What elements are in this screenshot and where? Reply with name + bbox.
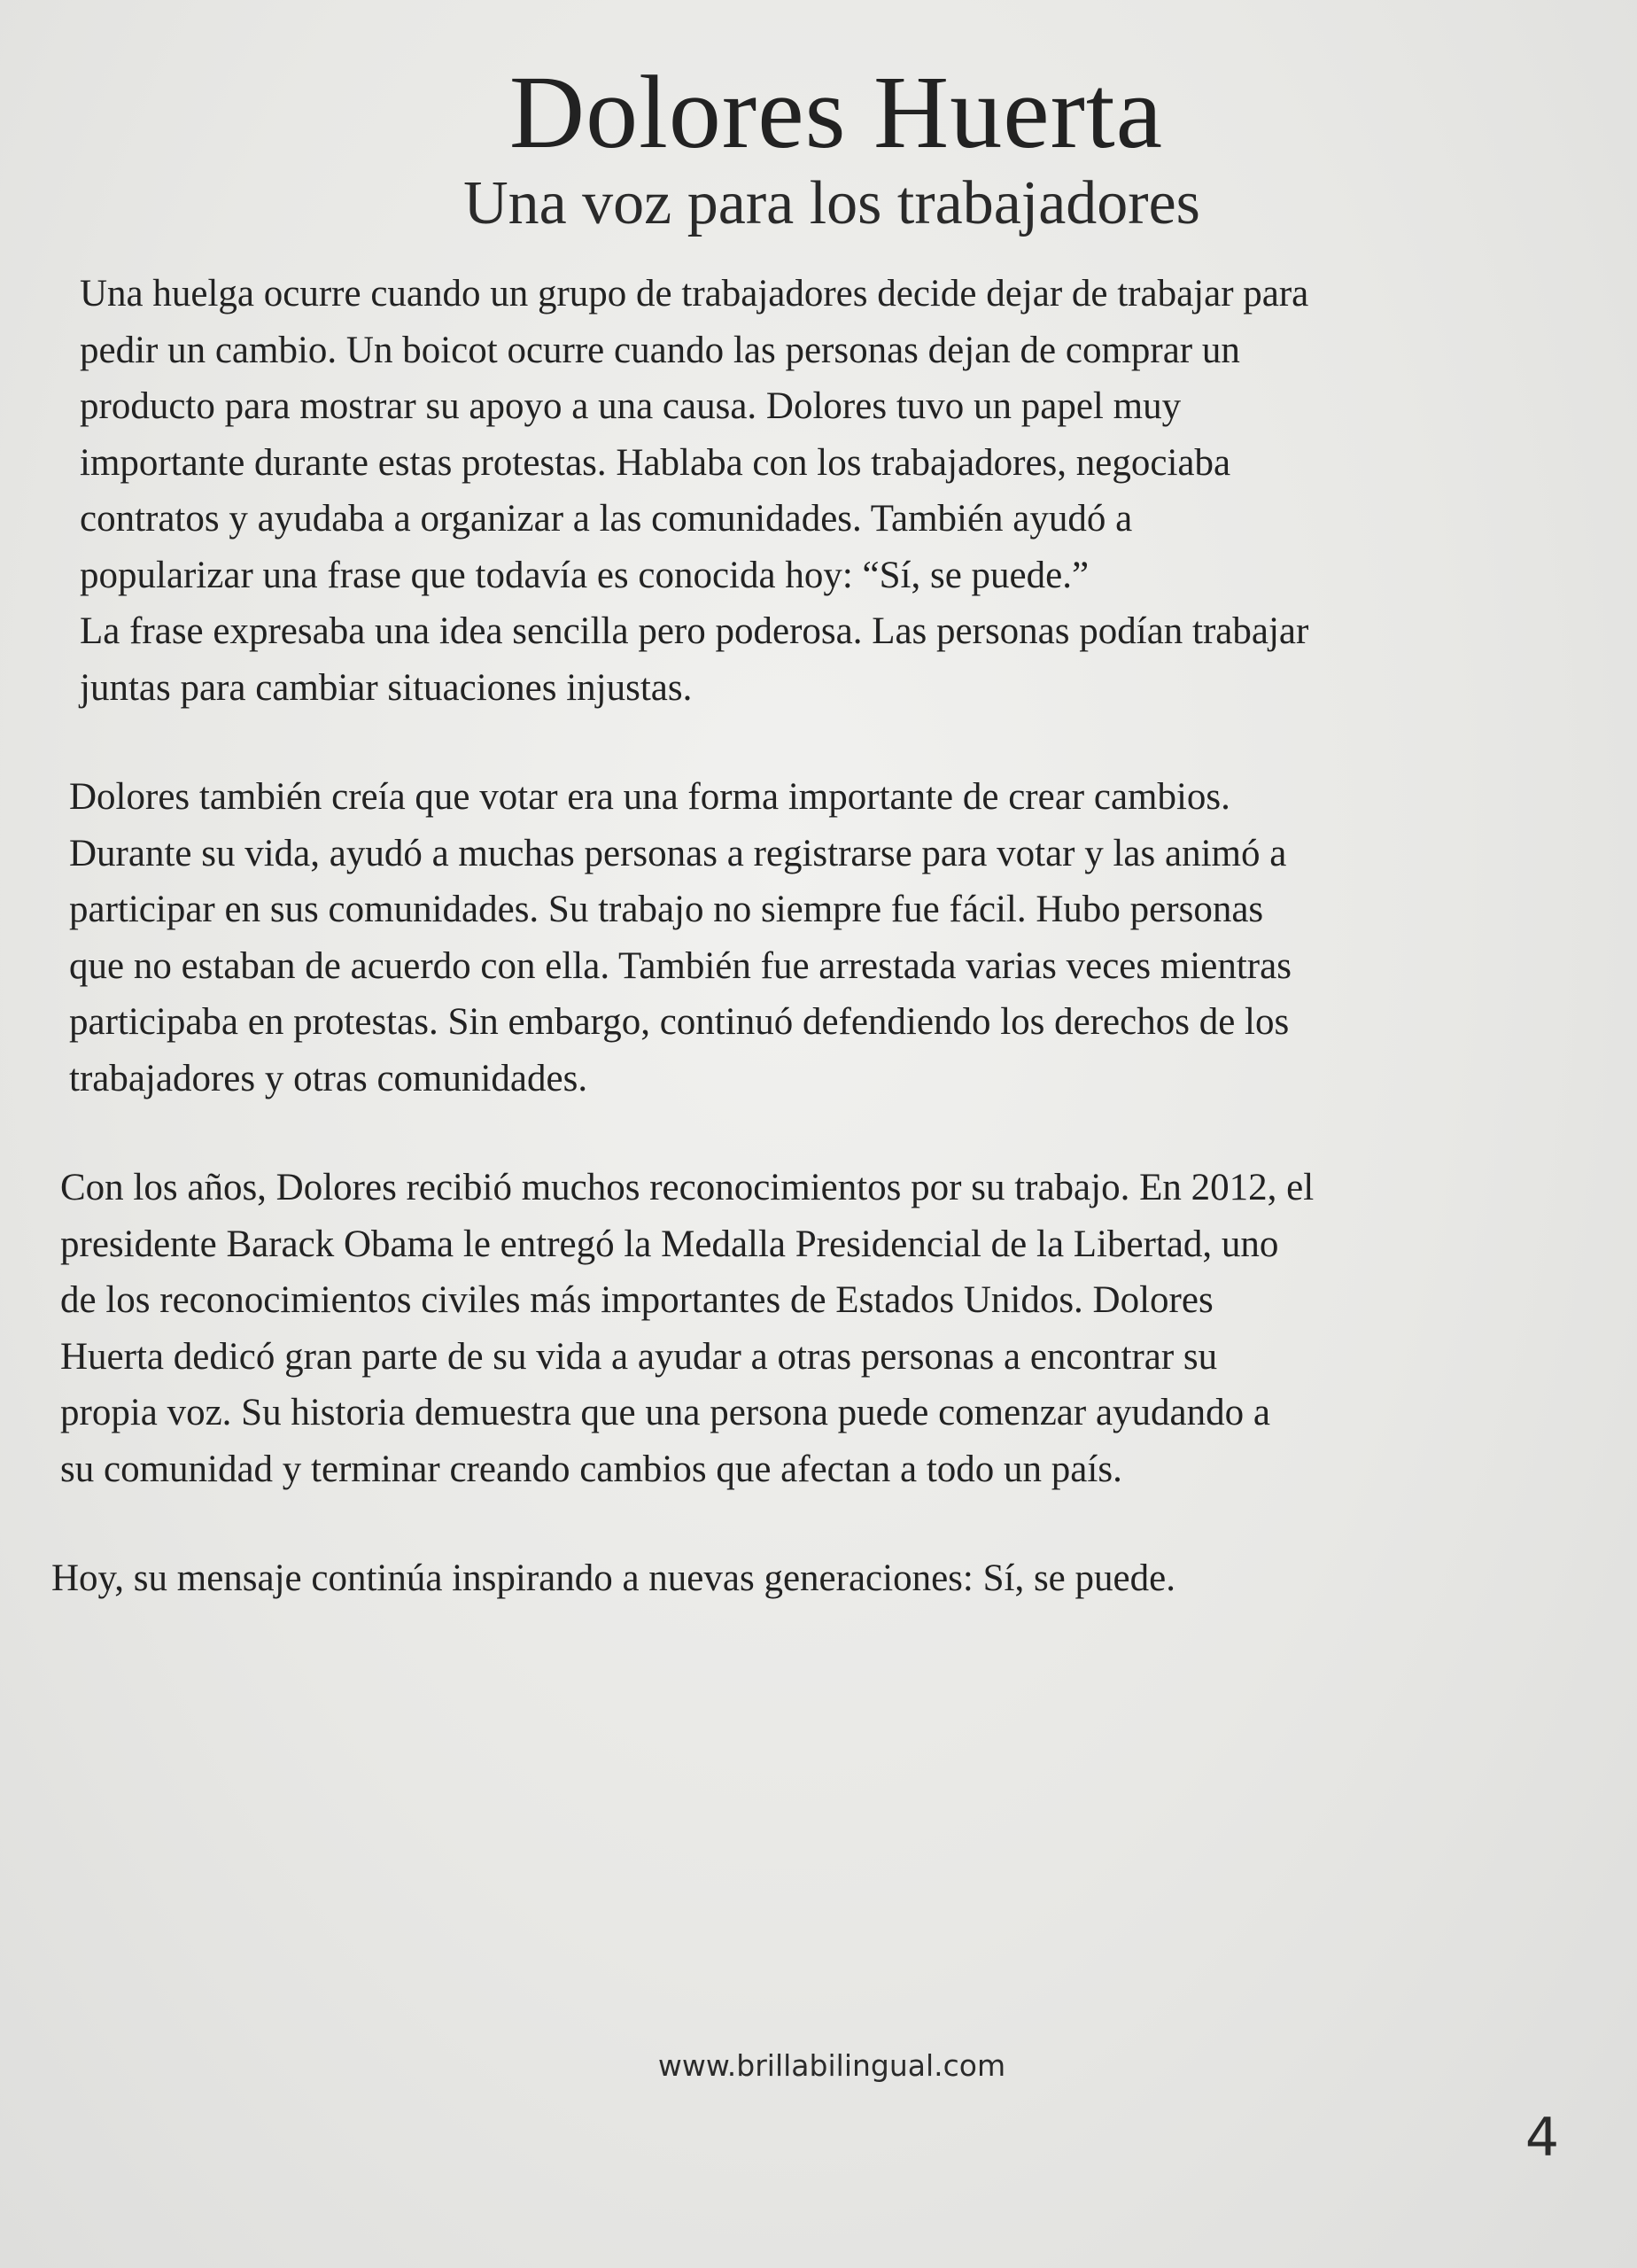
text-line: producto para mostrar su apoyo a una causa. Dolores tuvo un papel muy [80,385,1182,427]
text-line: juntas para cambiar situaciones injustas. [80,666,693,709]
text-line: importante durante estas protestas. Hablaba con los trabajadores, negociaba [80,441,1231,484]
text-line: trabajadores y otras comunidades. [69,1057,588,1099]
text-line: participaba en protestas. Sin embargo, continuó defendiendo los derechos de los [69,1001,1290,1043]
paragraph-closing [51,1550,1557,1607]
paragraph-voting [51,769,1557,1107]
paragraph-strikes-boycotts [51,266,1557,716]
text-line: propia voz. Su historia demuestra que una persona puede comenzar ayudando a [60,1392,1270,1433]
text-line: Una huelga ocurre cuando un grupo de trabajadores decide dejar de trabajar para [80,273,1309,315]
text-line: Con los años, Dolores recibió muchos reconocimientos por su trabajo. En 2012, el [60,1167,1315,1208]
text-line: presidente Barack Obama le entregó la Medalla Presidencial de la Libertad, uno [60,1223,1279,1265]
text-line: contratos y ayudaba a organizar a las comunidades. También ayudó a [80,498,1133,540]
text-line: La frase expresaba una idea sencilla pero poderosa. Las personas podían trabajar [80,610,1309,652]
text-line: Durante su vida, ayudó a muchas personas a registrarse para votar y las animó a [69,832,1287,874]
text-line: Dolores también creía que votar era una forma importante de crear cambios. [69,776,1230,818]
text-line: Huerta dedicó gran parte de su vida a ayudar a otras personas a encontrar su [60,1335,1218,1378]
page-subtitle: Una voz para los trabajadores [463,169,1200,237]
article-body [51,266,1557,1607]
text-line: popularizar una frase que todavía es conocida hoy: “Sí, se puede.” [80,554,1090,596]
page-number: 4 [1525,2107,1559,2169]
text-line: pedir un cambio. Un boicot ocurre cuando las personas dejan de comprar un [80,329,1240,371]
page-title: Dolores Huerta [508,54,1164,170]
footer-url: www.brillabilingual.com [657,2048,1006,2083]
paragraph-recognition [51,1160,1557,1497]
text-line: participar en sus comunidades. Su trabajo no siempre fue fácil. Hubo personas [69,889,1264,930]
text-line: su comunidad y terminar creando cambios que afectan a todo un país. [60,1448,1122,1490]
text-line: de los reconocimientos civiles más importantes de Estados Unidos. Dolores [60,1279,1214,1321]
text-line: Hoy, su mensaje continúa inspirando a nuevas generaciones: Sí, se puede. [51,1557,1175,1599]
page-header [0,54,1637,239]
text-line: que no estaban de acuerdo con ella. También fue arrestada varias veces mientras [69,944,1292,987]
